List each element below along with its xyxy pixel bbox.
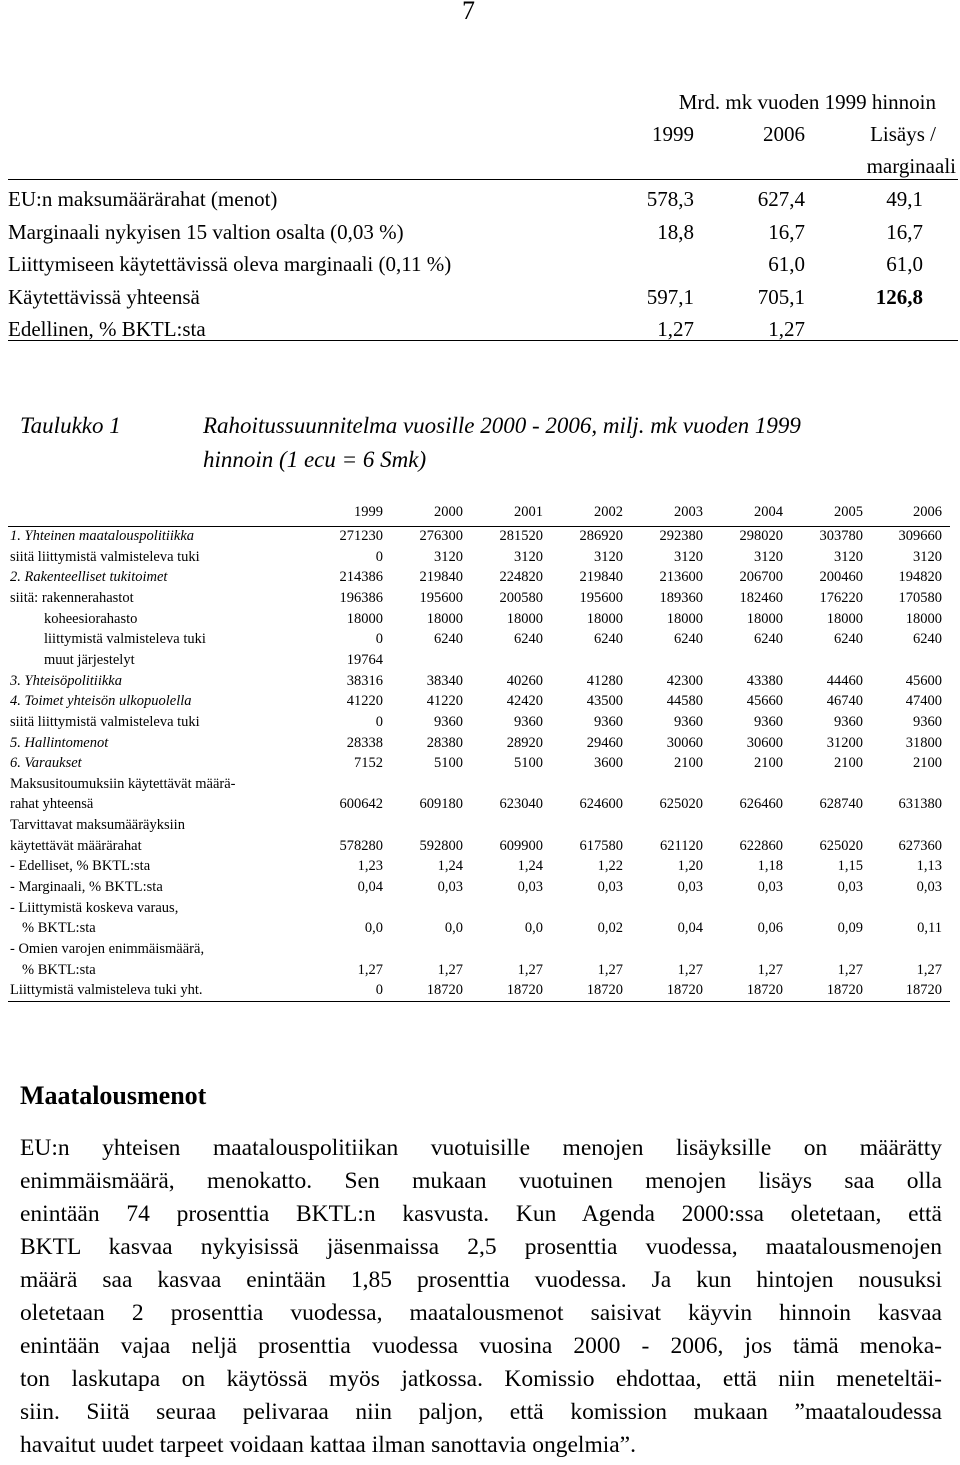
budget-table-row-label: liittymistä valmisteleva tuki	[44, 631, 206, 648]
budget-table-cell: 1,27	[916, 961, 942, 978]
budget-table-row	[8, 631, 950, 652]
budget-table-cell: 196386	[339, 589, 383, 606]
budget-table-cell: 271230	[339, 528, 383, 544]
budget-table-cell: 9360	[913, 713, 942, 730]
budget-table-row	[8, 796, 950, 817]
budget-table-cell: 6240	[514, 631, 543, 648]
budget-table-row	[8, 590, 950, 611]
budget-table-cell: 2100	[674, 755, 703, 772]
budget-table-cell: 3120	[434, 548, 463, 565]
paragraph-line: ton laskutapa on käytössä myös jatkossa. Komissio ehdottaa, että niin meneteltäi-	[20, 1366, 942, 1392]
summary-table-cell: 49,1	[886, 187, 923, 211]
budget-table-cell: 3120	[913, 548, 942, 565]
budget-table-cell: 28380	[426, 734, 463, 751]
budget-table-row	[8, 673, 950, 694]
budget-table-cell: 0	[375, 982, 383, 999]
summary-table-row-label: Edellinen, % BKTL:sta	[8, 317, 206, 341]
budget-table-row	[8, 982, 950, 1003]
budget-table-cell: 219840	[419, 569, 463, 586]
budget-table-cell: 219840	[579, 569, 623, 586]
budget-table-row	[8, 714, 950, 735]
budget-table-cell: 41220	[426, 693, 463, 710]
summary-table-cell: 578,3	[646, 187, 694, 211]
budget-table-cell: 3120	[754, 548, 783, 565]
budget-table-cell: 18000	[426, 610, 463, 627]
budget-table-cell: 9360	[754, 713, 783, 730]
paragraph-line: määrä saa kasvaa enintään 1,85 prosenttia vuodessa. Ja kun hintojen nousuksi	[20, 1267, 942, 1293]
budget-table-cell: 44580	[666, 693, 703, 710]
summary-table-cell: 16,7	[886, 219, 923, 244]
budget-table-cell: 1,23	[357, 858, 383, 875]
budget-table-cell: 1,27	[357, 961, 383, 978]
budget-table-cell: 200460	[819, 569, 863, 586]
budget-table-cell: 625020	[819, 837, 863, 854]
budget-table-cell: 1,27	[837, 961, 863, 978]
summary-table-cell: 597,1	[646, 284, 694, 309]
budget-table-cell: 0,04	[677, 920, 703, 937]
summary-table-cell: 1,27	[768, 317, 805, 341]
budget-table-cell: 42420	[506, 693, 543, 710]
budget-table-cell: 224820	[499, 569, 543, 586]
budget-table-cell: 1,27	[597, 961, 623, 978]
summary-table-cell: 18,8	[657, 219, 694, 244]
budget-table-cell: 0,0	[524, 920, 543, 937]
budget-table-cell: 9360	[514, 713, 543, 730]
budget-table-row-label: % BKTL:sta	[22, 920, 96, 937]
budget-table-cell: 2100	[913, 755, 942, 772]
budget-table-cell: 19764	[346, 651, 383, 668]
budget-table-cell: 1,15	[837, 858, 863, 875]
budget-table-year-header: 2002	[594, 504, 623, 520]
budget-table-cell: 6240	[434, 631, 463, 648]
budget-table-cell: 0,02	[597, 920, 623, 937]
budget-table-cell: 0,0	[444, 920, 463, 937]
budget-table-row	[8, 817, 950, 838]
budget-table-row	[8, 569, 950, 590]
budget-table-cell: 627360	[898, 837, 942, 854]
budget-table-row	[8, 920, 950, 941]
summary-table-col-header: 2006	[763, 122, 805, 146]
budget-table-row	[8, 962, 950, 983]
summary-table-title: Mrd. mk vuoden 1999 hinnoin	[678, 90, 936, 114]
budget-table-cell: 0	[375, 631, 383, 648]
summary-table-col-header: 1999	[652, 122, 694, 146]
budget-table-row	[8, 755, 950, 776]
budget-table-year-header: 2006	[913, 504, 942, 520]
budget-table-cell: 18000	[346, 610, 383, 627]
budget-table-cell: 18000	[905, 610, 942, 627]
budget-table-cell: 0	[375, 713, 383, 730]
budget-table-row-label: rahat yhteensä	[10, 796, 94, 813]
budget-table-cell: 9360	[834, 713, 863, 730]
budget-table-cell: 6240	[754, 631, 783, 648]
budget-table-cell: 28338	[346, 734, 383, 751]
budget-table-cell: 42300	[666, 672, 703, 689]
budget-table-cell: 18000	[826, 610, 863, 627]
budget-table-cell: 292380	[659, 528, 703, 544]
budget-table-cell: 31800	[905, 734, 942, 751]
table-caption-label: Taulukko 1	[20, 413, 121, 438]
budget-table-cell: 6240	[594, 631, 623, 648]
budget-table-cell: 28920	[506, 734, 543, 751]
budget-table-cell: 3120	[834, 548, 863, 565]
budget-table-year-header: 1999	[354, 504, 383, 520]
budget-table-cell: 7152	[354, 755, 383, 772]
budget-table-bottom-rule	[8, 1001, 950, 1002]
summary-table-row-label: Marginaali nykyisen 15 valtion osalta (0,03 %)	[8, 219, 404, 244]
budget-table-cell: 1,24	[517, 858, 543, 875]
budget-table-cell: 18720	[506, 982, 543, 999]
budget-table-cell: 0,06	[757, 920, 783, 937]
budget-table-row	[8, 735, 950, 756]
budget-table-cell: 609180	[419, 796, 463, 813]
budget-table-cell: 0	[375, 548, 383, 565]
budget-table-year-header: 2004	[754, 504, 783, 520]
budget-table-cell: 621120	[660, 837, 703, 854]
budget-table-cell: 46740	[826, 693, 863, 710]
budget-table-cell: 5100	[514, 755, 543, 772]
budget-table-cell: 18720	[426, 982, 463, 999]
budget-table-year-header: 2001	[514, 504, 543, 520]
budget-table-cell: 628740	[819, 796, 863, 813]
summary-table-col-header-extra: marginaali	[866, 154, 956, 178]
budget-table-cell: 38340	[426, 672, 463, 689]
budget-table-row-label: 1. Yhteinen maatalouspolitiikka	[10, 528, 195, 544]
budget-table-cell: 18720	[746, 982, 783, 999]
budget-table-year-header: 2000	[434, 504, 463, 520]
budget-table-cell: 18720	[905, 982, 942, 999]
budget-table-row-label: Tarvittavat maksumääräyksiin	[10, 817, 185, 834]
summary-table-bottom-rule	[8, 340, 958, 341]
summary-table-row-label: Liittymiseen käytettävissä oleva marginaali (0,11 %)	[8, 252, 452, 276]
budget-table-cell: 195600	[579, 589, 623, 606]
paragraph-line: enimmäismäärä, menokatto. Sen mukaan vuotuinen menojen lisäys saa olla	[20, 1168, 942, 1194]
budget-table-header	[8, 504, 950, 525]
budget-table-cell: 0,11	[917, 920, 942, 937]
summary-table-row-label: EU:n maksumäärärahat (menot)	[8, 187, 278, 211]
budget-table-row-label: koheesiorahasto	[44, 610, 138, 627]
summary-table-row-label: Käytettävissä yhteensä	[8, 284, 200, 309]
budget-table-row	[8, 838, 950, 859]
budget-table-cell: 1,22	[597, 858, 623, 875]
summary-table-col-header: Lisäys /	[870, 122, 936, 146]
summary-table-cell: 61,0	[886, 252, 923, 276]
budget-table-cell: 622860	[739, 837, 783, 854]
section-paragraph	[20, 1132, 942, 1462]
paragraph-line: enintään vajaa neljä prosenttia vuodessa vuosina 2000 - 2006, jos tämä menoka-	[20, 1333, 942, 1359]
budget-table-cell: 6240	[834, 631, 863, 648]
budget-table-cell: 43380	[746, 672, 783, 689]
budget-table-cell: 0,04	[357, 879, 383, 896]
budget-table-cell: 617580	[579, 837, 623, 854]
summary-table-row	[8, 281, 958, 313]
budget-table-row	[8, 693, 950, 714]
budget-table-row	[8, 652, 950, 673]
budget-table-row-label: käytettävät määrärahat	[10, 837, 142, 854]
budget-table-cell: 182460	[739, 589, 783, 606]
table-caption-line2: hinnoin (1 ecu = 6 Smk)	[203, 447, 427, 472]
budget-table-cell: 2100	[754, 755, 783, 772]
budget-table-row	[8, 549, 950, 570]
budget-table-cell: 9360	[434, 713, 463, 730]
budget-table-cell: 3120	[674, 548, 703, 565]
budget-table-cell: 45660	[746, 693, 783, 710]
budget-table-row-label: Liittymistä valmisteleva tuki yht.	[10, 982, 203, 999]
budget-table-cell: 176220	[819, 589, 863, 606]
budget-table-row-label: % BKTL:sta	[22, 961, 96, 978]
paragraph-line: siin. Siitä seuraa pelivaraa niin paljon, että komission mukaan ”maataloudessa	[20, 1399, 942, 1425]
summary-table-row	[8, 248, 958, 280]
summary-table-cell: 705,1	[757, 284, 805, 309]
budget-table-cell: 18000	[746, 610, 783, 627]
budget-table-row-label: - Marginaali, % BKTL:sta	[10, 879, 163, 896]
budget-table-cell: 0,03	[437, 879, 463, 896]
budget-table-cell: 213600	[659, 569, 703, 586]
budget-table-cell: 1,27	[517, 961, 543, 978]
budget-table-cell: 1,27	[437, 961, 463, 978]
budget-table-cell: 600642	[339, 796, 383, 813]
budget-table-cell: 41280	[586, 672, 623, 689]
budget-table-cell: 298020	[739, 528, 783, 544]
paragraph-line: havaitut uudet tarpeet voidaan kattaa ilman sanottavia ongelmia”.	[20, 1432, 636, 1458]
budget-table-row-label: siitä liittymistä valmisteleva tuki	[10, 713, 200, 730]
budget-table-cell: 18000	[506, 610, 543, 627]
summary-table-cell: 61,0	[768, 252, 805, 276]
budget-table-cell: 31200	[826, 734, 863, 751]
budget-table-year-header: 2003	[674, 504, 703, 520]
budget-table-cell: 44460	[826, 672, 863, 689]
budget-table-cell: 626460	[739, 796, 783, 813]
budget-table-cell: 43500	[586, 693, 623, 710]
summary-table-row	[8, 216, 958, 248]
summary-table-top-rule	[8, 179, 958, 180]
budget-table-cell: 18000	[586, 610, 623, 627]
budget-table-row-label: Maksusitoumuksiin käytettävät määrä-	[10, 775, 236, 792]
budget-table-row	[8, 879, 950, 900]
page-number: 7	[462, 0, 475, 25]
budget-table-row-label: - Liittymistä koskeva varaus,	[10, 899, 179, 916]
budget-table-cell: 9360	[674, 713, 703, 730]
budget-table-cell: 206700	[739, 569, 783, 586]
budget-table-cell: 47400	[905, 693, 942, 710]
paragraph-line: oletetaan 2 prosenttia vuodessa, maatalousmenot saisivat käyvin hinnoin kasvaa	[20, 1300, 942, 1326]
budget-table-cell: 0,03	[757, 879, 783, 896]
budget-table-cell: 18720	[826, 982, 863, 999]
budget-table-cell: 29460	[586, 734, 623, 751]
budget-table-cell: 0,03	[597, 879, 623, 896]
budget-table-row-label: 2. Rakenteelliset tukitoimet	[10, 569, 168, 586]
budget-table-cell: 0,0	[364, 920, 383, 937]
budget-table-cell: 18000	[666, 610, 703, 627]
budget-table-cell: 1,24	[437, 858, 463, 875]
budget-table-row	[8, 528, 950, 549]
paragraph-line: EU:n yhteisen maatalouspolitiikan vuotuisille menojen lisäyksille on määrätty	[20, 1135, 942, 1161]
budget-table-cell: 2100	[834, 755, 863, 772]
budget-table-cell: 303780	[819, 528, 863, 544]
budget-table-cell: 195600	[419, 589, 463, 606]
budget-table-cell: 0,09	[837, 920, 863, 937]
budget-table-cell: 6240	[913, 631, 942, 648]
budget-table-row	[8, 858, 950, 879]
budget-table-cell: 578280	[339, 837, 383, 854]
budget-table-row-label: - Edelliset, % BKTL:sta	[10, 858, 151, 875]
budget-table-cell: 592800	[419, 837, 463, 854]
budget-table-cell: 1,20	[677, 858, 703, 875]
budget-table-year-header: 2005	[834, 504, 863, 520]
budget-table-row	[8, 900, 950, 921]
budget-table-row-label: 5. Hallintomenot	[10, 734, 109, 751]
summary-table-cell: 627,4	[757, 187, 805, 211]
budget-table-cell: 3600	[594, 755, 623, 772]
budget-table-cell: 45600	[905, 672, 942, 689]
budget-table-cell: 1,18	[757, 858, 783, 875]
budget-table-cell: 309660	[898, 528, 942, 544]
budget-table-cell: 0,03	[677, 879, 703, 896]
table-caption-line1: Rahoitussuunnitelma vuosille 2000 - 2006, milj. mk vuoden 1999	[203, 413, 801, 438]
section-title: Maatalousmenot	[20, 1081, 207, 1110]
budget-table-cell: 623040	[499, 796, 543, 813]
budget-table-row	[8, 941, 950, 962]
budget-table-cell: 40260	[506, 672, 543, 689]
budget-table-cell: 0,03	[837, 879, 863, 896]
paragraph-line: BKTL kasvaa nykyisissä jäsenmaissa 2,5 prosenttia vuodessa, maatalousmenojen	[20, 1234, 942, 1260]
budget-table-cell: 3120	[594, 548, 623, 565]
budget-table-cell: 194820	[898, 569, 942, 586]
budget-table-cell: 286920	[579, 528, 623, 544]
budget-table-cell: 609900	[499, 837, 543, 854]
budget-table-cell: 170580	[898, 589, 942, 606]
budget-table-cell: 1,27	[677, 961, 703, 978]
summary-table-cell: 126,8	[875, 284, 923, 309]
budget-table-cell: 30600	[746, 734, 783, 751]
budget-table-row-label: 4. Toimet yhteisön ulkopuolella	[10, 693, 192, 710]
budget-table-row-label: 3. Yhteisöpolitiikka	[10, 672, 122, 689]
budget-table-cell: 5100	[434, 755, 463, 772]
budget-table-cell: 624600	[579, 796, 623, 813]
paragraph-line: enintään 74 prosenttia BKTL:n kasvusta. Kun Agenda 2000:ssa oletetaan, että	[20, 1201, 942, 1227]
summary-table-header-row-2	[8, 150, 958, 182]
budget-table-row-label: siitä: rakennerahastot	[10, 589, 134, 606]
budget-table-cell: 631380	[898, 796, 942, 813]
budget-table-cell: 3120	[514, 548, 543, 565]
budget-table-cell: 200580	[499, 589, 543, 606]
budget-table-row	[8, 611, 950, 632]
budget-table-cell: 1,13	[916, 858, 942, 875]
budget-table-cell: 1,27	[757, 961, 783, 978]
summary-table-header-row	[8, 118, 958, 150]
budget-table-row-label: muut järjestelyt	[44, 651, 135, 668]
budget-table-cell: 6240	[674, 631, 703, 648]
budget-table-row	[8, 776, 950, 797]
budget-table-cell: 9360	[594, 713, 623, 730]
budget-table-header-rule	[8, 526, 950, 527]
budget-table-cell: 189360	[659, 589, 703, 606]
budget-table-cell: 625020	[659, 796, 703, 813]
budget-table-cell: 38316	[346, 672, 383, 689]
budget-table-row-label: siitä liittymistä valmisteleva tuki	[10, 548, 200, 565]
budget-table-row-label: 6. Varaukset	[10, 755, 82, 772]
budget-table-cell: 214386	[339, 569, 383, 586]
budget-table-cell: 41220	[346, 693, 383, 710]
budget-table-cell: 18720	[666, 982, 703, 999]
summary-table-cell: 1,27	[657, 317, 694, 341]
summary-table-row	[8, 183, 958, 215]
budget-table-cell: 0,03	[916, 879, 942, 896]
summary-table-cell: 16,7	[768, 219, 805, 244]
budget-table-cell: 30060	[666, 734, 703, 751]
budget-table-cell: 0,03	[517, 879, 543, 896]
budget-table-row-label: - Omien varojen enimmäismäärä,	[10, 941, 205, 957]
summary-table-title-row	[8, 86, 958, 118]
budget-table-cell: 281520	[499, 528, 543, 544]
budget-table-cell: 18720	[586, 982, 623, 999]
budget-table-cell: 276300	[419, 528, 463, 544]
